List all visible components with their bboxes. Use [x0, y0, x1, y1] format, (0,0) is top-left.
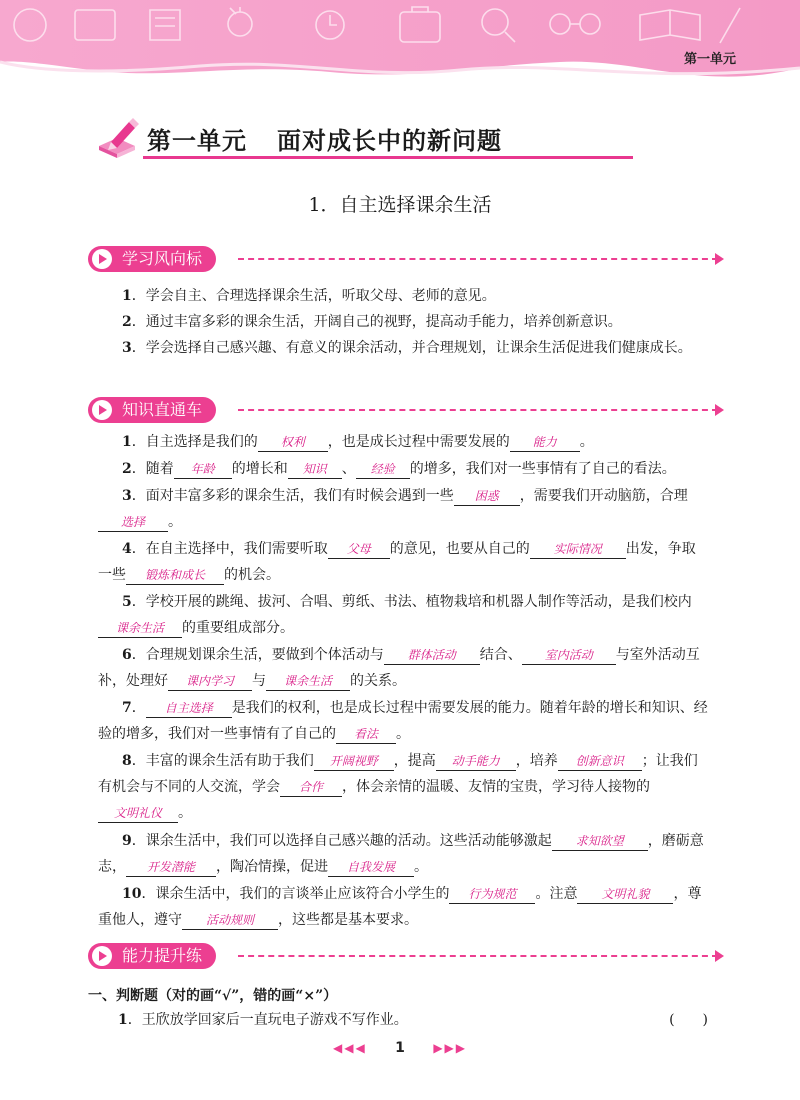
goal-item: 2．通过丰富多彩的课余生活，开阔自己的视野，提高动手能力，培养创新意识。 — [122, 314, 622, 330]
knowledge-item-3: 3．面对丰富多彩的课余生活，我们有时候会遇到一些 困惑 ，需要我们开动脑筋，合理选择 。 — [98, 483, 708, 535]
page-number — [0, 1040, 800, 1056]
answer-blank: 创新意识 — [558, 752, 642, 771]
answer-blank: 群体活动 — [384, 646, 480, 665]
section-title: 学习风向标 — [122, 249, 203, 268]
knowledge-item-8: 8．丰富的课余生活有助于我们 开阔视野 ，提高 动手能力 ，培养 创新意识 ；让我们有机会与不同的人交流，学会 合作 ，体会亲情的温暖、友情的宝贵，学习待人接物的文明礼仪 。 — [98, 753, 698, 821]
answer-blank: 困惑 — [454, 487, 520, 506]
knowledge-item-6: 6．合理规划课余生活，要做到个体活动与 群体活动 结合、 室内活动 与室外活动互补，处理好 课内学习 与 课余生活 的关系。 — [98, 647, 700, 689]
answer-blank: 开发潜能 — [126, 858, 216, 877]
answer-blank: 实际情况 — [530, 540, 626, 559]
play-icon — [92, 400, 112, 420]
right-arrows-icon: ▶▶▶ — [433, 1041, 468, 1055]
answer-blank: 活动规则 — [182, 911, 278, 930]
answer-blank: 合作 — [280, 778, 342, 797]
answer-blank: 课内学习 — [168, 672, 252, 691]
section-header-knowledge — [88, 397, 718, 423]
answer-blank: 开阔视野 — [314, 752, 394, 771]
knowledge-item-1: 1．自主选择是我们的 权利 ，也是成长过程中需要发展的 能力 。 — [122, 434, 594, 450]
answer-blank: 自我发展 — [328, 858, 414, 877]
answer-blank: 行为规范 — [449, 885, 535, 904]
answer-blank: 室内活动 — [522, 646, 616, 665]
answer-blank: 动手能力 — [436, 752, 516, 771]
page-number-value: 1 — [395, 1040, 405, 1056]
arrow-right-icon — [715, 950, 724, 962]
goal-item: 1．学会自主、合理选择课余生活，听取父母、老师的意见。 — [122, 288, 496, 304]
play-icon — [92, 249, 112, 269]
knowledge-item-4: 4．在自主选择中，我们需要听取 父母 的意见，也要从自己的 实际情况 出发，争取一些 锻炼和成长 的机会。 — [98, 541, 696, 583]
answer-blank: 锻炼和成长 — [126, 566, 224, 585]
answer-blank: 看法 — [336, 725, 396, 744]
arrow-right-icon — [715, 253, 724, 265]
answer-blank: 选择 — [98, 513, 168, 532]
section-header-practice — [88, 943, 718, 969]
knowledge-item-10: 10．课余生活中，我们的言谈举止应该符合小学生的 行为规范 。注意 文明礼貌 ，尊重他人，遵守 活动规则 ，这些都是基本要求。 — [98, 886, 702, 928]
section-header-goals — [88, 246, 718, 272]
answer-blank: 经验 — [356, 460, 410, 479]
header-unit-tag: 第一单元 — [683, 52, 736, 67]
unit-title-name: 面对成长中的新问题 — [277, 126, 502, 155]
left-arrows-icon: ◀◀◀ — [332, 1041, 367, 1055]
header-banner — [0, 0, 800, 95]
answer-blank: 年龄 — [174, 460, 232, 479]
dashed-divider — [238, 409, 718, 411]
answer-blank: 父母 — [328, 540, 390, 559]
answer-blank: 知识 — [288, 460, 342, 479]
knowledge-item-9: 9．课余生活中，我们可以选择自己感兴趣的活动。这些活动能够激起 求知欲望 ，磨砺意志， 开发潜能 ，陶冶情操，促进 自我发展 。 — [98, 833, 704, 875]
arrow-right-icon — [715, 404, 724, 416]
question-group-heading: 一、判断题（对的画“√”，错的画“×”） — [88, 988, 338, 1004]
lesson-title: 1．自主选择课余生活 — [308, 194, 492, 216]
dashed-divider — [238, 258, 718, 260]
unit-title — [95, 116, 502, 160]
answer-blank: 文明礼仪 — [98, 804, 178, 823]
answer-blank: 权利 — [258, 433, 328, 452]
section-title: 能力提升练 — [122, 946, 203, 965]
unit-title-underline — [143, 156, 633, 159]
answer-blank: 文明礼貌 — [577, 885, 673, 904]
banner-wave-graphic — [0, 0, 800, 95]
section-title: 知识直通车 — [122, 400, 203, 419]
goal-item: 3．学会选择自己感兴趣、有意义的课余活动，并合理规划，让课余生活促进我们健康成长。 — [122, 340, 692, 356]
dashed-divider — [238, 955, 718, 957]
play-icon — [92, 946, 112, 966]
answer-parentheses[interactable]: ( ) — [669, 1012, 708, 1028]
answer-blank: 能力 — [510, 433, 580, 452]
true-false-question-1: 1．王欣放学回家后一直玩电子游戏不写作业。 ( ) — [118, 1009, 708, 1029]
answer-blank: 自主选择 — [146, 699, 232, 718]
answer-blank: 课余生活 — [266, 672, 350, 691]
knowledge-item-2: 2．随着 年龄 的增长和 知识 、 经验 的增多，我们对一些事情有了自己的看法。 — [122, 461, 676, 477]
knowledge-item-5: 5．学校开展的跳绳、拔河、合唱、剪纸、书法、植物栽培和机器人制作等活动，是我们校内课余生活 的重要组成部分。 — [98, 589, 708, 641]
answer-blank: 求知欲望 — [552, 832, 648, 851]
unit-title-number: 第一单元 — [147, 126, 247, 155]
answer-blank: 课余生活 — [98, 619, 182, 638]
pencil-book-icon — [95, 116, 141, 160]
knowledge-item-7: 7． 自主选择 是我们的权利，也是成长过程中需要发展的能力。随着年龄的增长和知识、经验的增多，我们对一些事情有了自己的 看法 。 — [98, 700, 708, 742]
